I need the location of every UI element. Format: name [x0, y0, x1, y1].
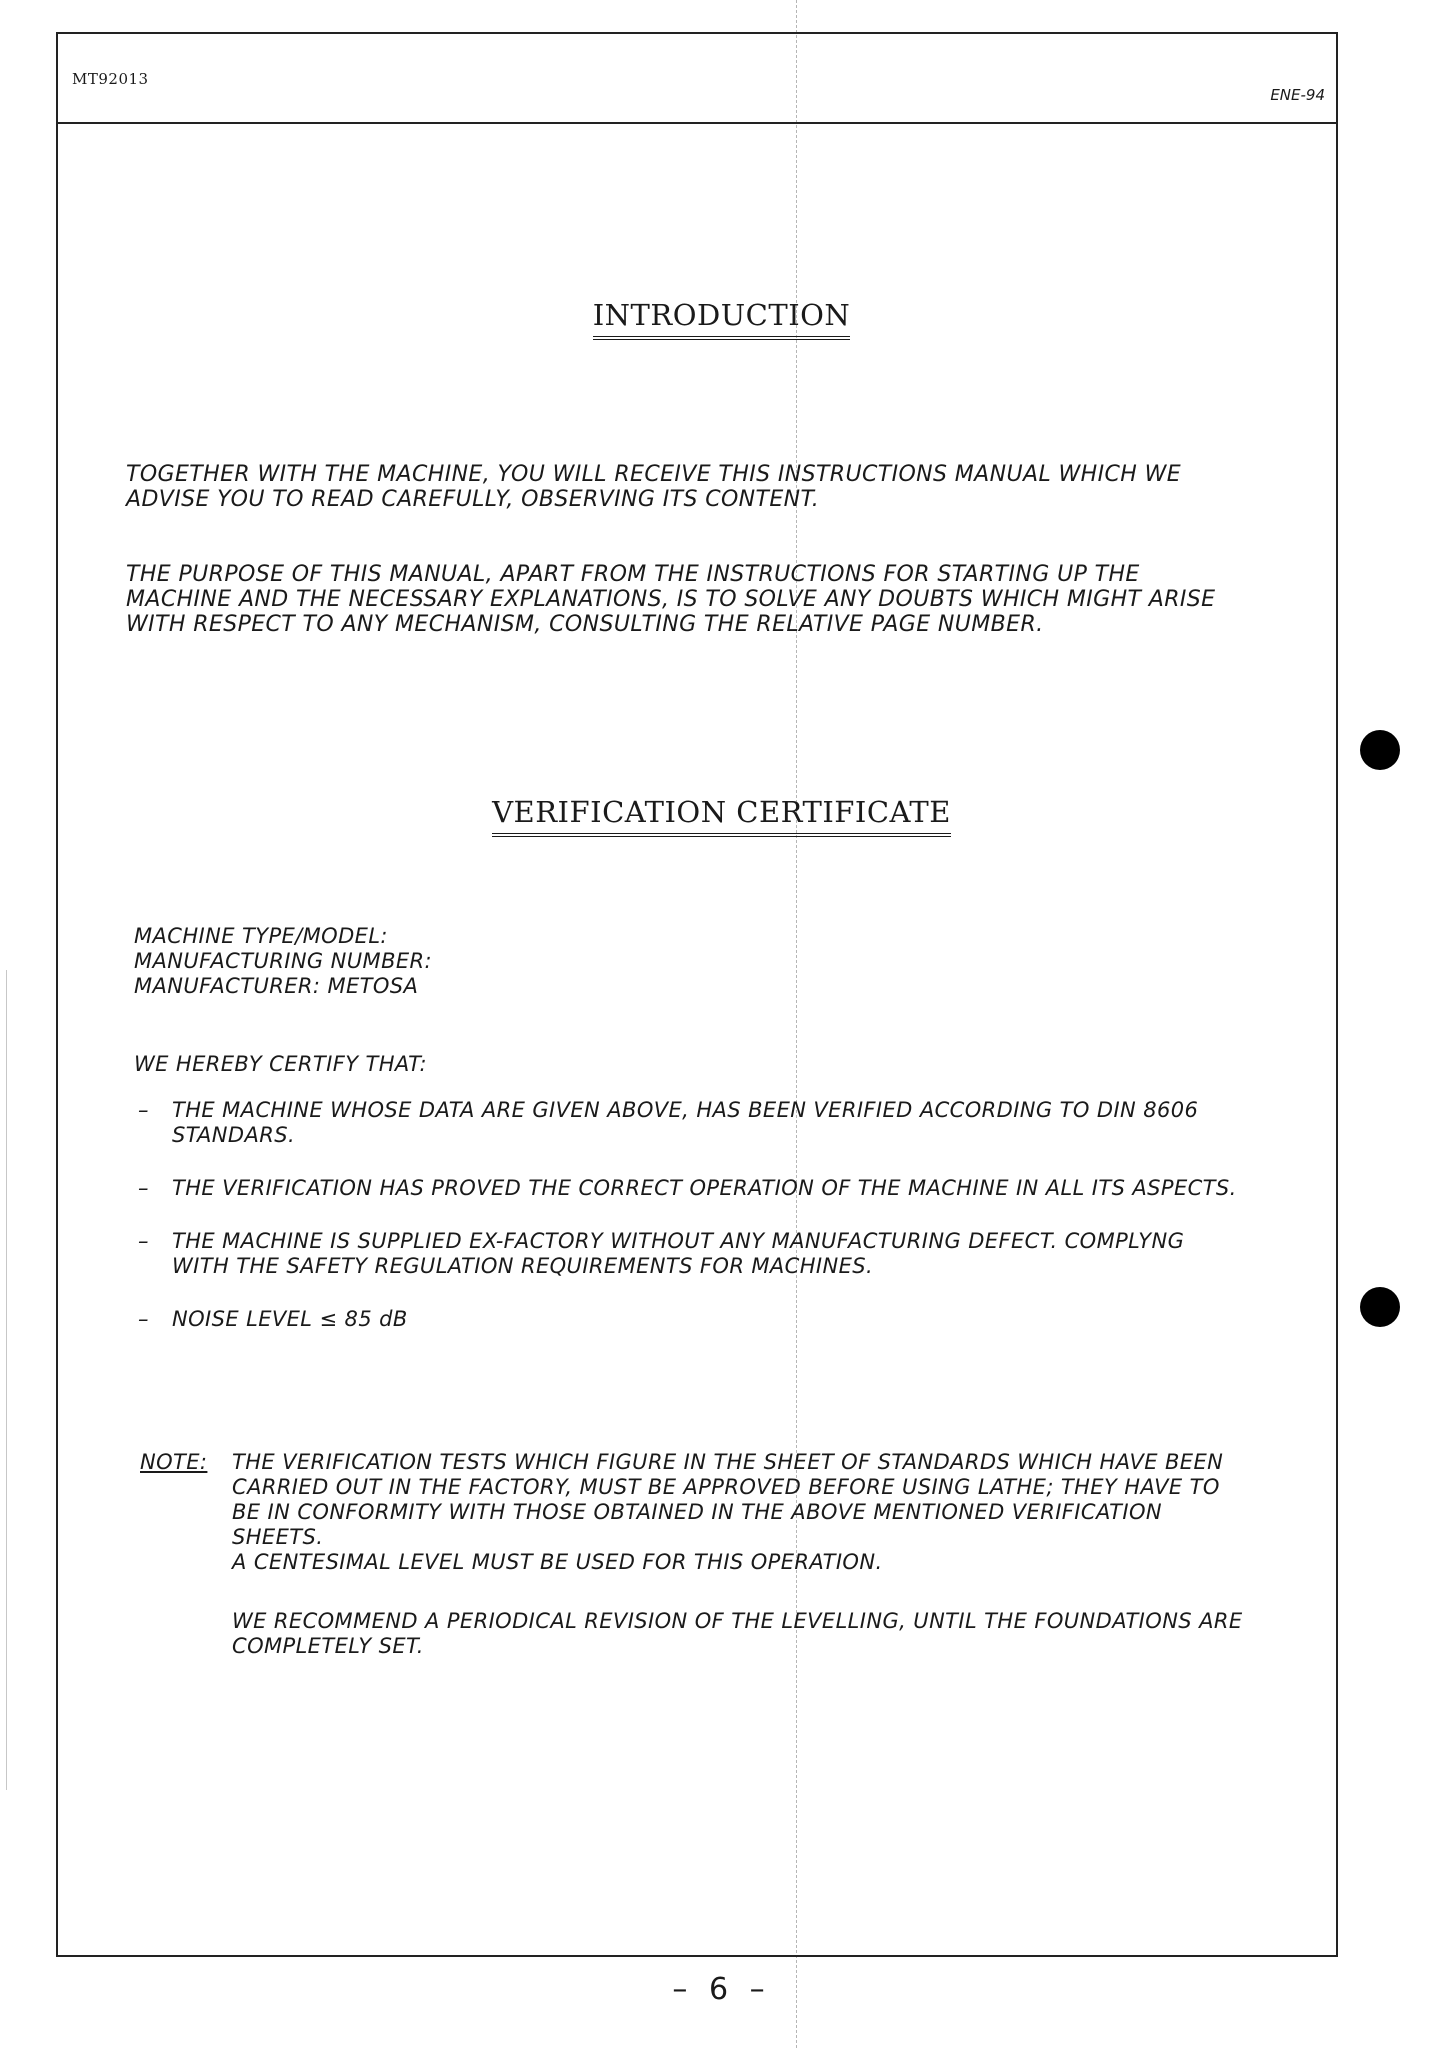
field-manufacturer: MANUFACTURER: METOSA — [134, 974, 419, 998]
certification-list — [138, 1098, 1238, 1360]
certificate-heading — [0, 795, 1443, 837]
header-rule — [56, 122, 1338, 124]
document-revision: ENE-94 — [1270, 86, 1325, 104]
certify-intro: WE HEREBY CERTIFY THAT: — [134, 1052, 427, 1076]
intro-paragraph-1: TOGETHER WITH THE MACHINE, YOU WILL RECEIVE THIS INSTRUCTIONS MANUAL WHICH WE ADVISE YOU TO READ CAREFULLY, OBSERVING ITS CONTENT. — [126, 462, 1182, 512]
note-block — [140, 1450, 1250, 1659]
punch-hole-lower — [1360, 1287, 1400, 1327]
list-item-text: NOISE LEVEL ≤ 85 dB — [172, 1307, 408, 1331]
note-body — [232, 1450, 1250, 1659]
page-number: – 6 – — [672, 1972, 771, 2007]
list-item-text: THE MACHINE IS SUPPLIED EX-FACTORY WITHOUT ANY MANUFACTURING DEFECT. COMPLYNG WITH THE SAFETY REGULATION REQUIREMENTS FOR MACHINES. — [172, 1229, 1185, 1278]
introduction-title: INTRODUCTION — [593, 298, 851, 340]
list-item — [138, 1098, 1238, 1148]
list-bullet: – — [138, 1098, 149, 1122]
list-item-text: THE VERIFICATION HAS PROVED THE CORRECT OPERATION OF THE MACHINE IN ALL ITS ASPECTS. — [172, 1176, 1237, 1200]
certificate-title: VERIFICATION CERTIFICATE — [492, 795, 951, 837]
list-item — [138, 1176, 1238, 1201]
machine-fields — [134, 924, 432, 999]
document-code: MT92013 — [72, 70, 149, 88]
field-manufacturing-number: MANUFACTURING NUMBER: — [134, 949, 433, 973]
scan-edge-line — [6, 970, 7, 1790]
note-line-2: A CENTESIMAL LEVEL MUST BE USED FOR THIS OPERATION. — [232, 1550, 883, 1574]
field-machine-type: MACHINE TYPE/MODEL: — [134, 924, 388, 948]
list-item-text: THE MACHINE WHOSE DATA ARE GIVEN ABOVE, HAS BEEN VERIFIED ACCORDING TO DIN 8606 STANDARS. — [172, 1098, 1199, 1147]
note-line-1: THE VERIFICATION TESTS WHICH FIGURE IN THE SHEET OF STANDARDS WHICH HAVE BEEN CARRIED OUT IN THE FACTORY, MUST BE APPROVED BEFORE USING LATHE; THEY HAVE TO BE IN CONFORMITY WITH THOSE OBTAINED IN THE ABOVE MENTIONED VERIFICATION SHEETS. — [232, 1450, 1224, 1549]
list-item — [138, 1307, 1238, 1332]
list-bullet: – — [138, 1307, 149, 1331]
note-recommendation: WE RECOMMEND A PERIODICAL REVISION OF THE LEVELLING, UNTIL THE FOUNDATIONS ARE COMPLETELY SET. — [232, 1609, 1243, 1658]
note-label: NOTE: — [140, 1450, 208, 1474]
introduction-heading — [0, 298, 1443, 340]
intro-paragraph-2: THE PURPOSE OF THIS MANUAL, APART FROM THE INSTRUCTIONS FOR STARTING UP THE MACHINE AND THE NECESSARY EXPLANATIONS, IS TO SOLVE ANY DOUBTS WHICH MIGHT ARISE WITH RESPECT TO ANY MECHANISM, CONSULTING THE RELATIVE PAGE NUMBER. — [126, 562, 1216, 637]
list-bullet: – — [138, 1176, 149, 1200]
list-item — [138, 1229, 1238, 1279]
list-bullet: – — [138, 1229, 149, 1253]
punch-hole-upper — [1360, 730, 1400, 770]
